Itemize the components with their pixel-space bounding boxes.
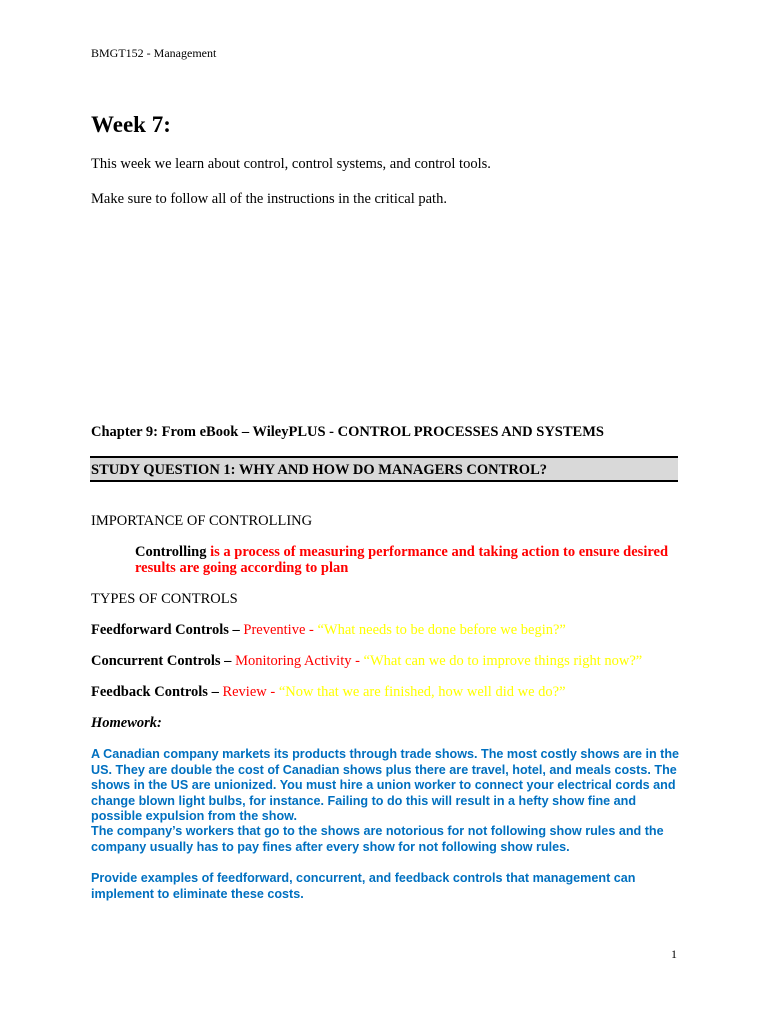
control-type: Monitoring Activity - [235,653,364,669]
control-feedforward [91,622,566,639]
homework-paragraph-3: Provide examples of feedforward, concurrent, and feedback controls that management can implement to eliminate these costs. [91,871,636,901]
intro-line-1: This week we learn about control, control systems, and control tools. [91,156,491,172]
study-question-band [90,456,678,482]
control-question: “What can we do to improve things right now?” [363,653,643,669]
control-question: “Now that we are finished, how well did we do?” [278,684,566,700]
control-name: Concurrent Controls – [91,653,236,669]
intro-line-2: Make sure to follow all of the instructions in the critical path. [91,191,447,207]
definition-text: is a process of measuring performance and taking action to ensure desired results are going according to plan [135,544,669,576]
controlling-definition [135,544,675,576]
study-question-title: STUDY QUESTION 1: WHY AND HOW DO MANAGERS CONTROL? [91,462,547,478]
importance-heading: IMPORTANCE OF CONTROLLING [91,513,313,529]
homework-label: Homework: [91,715,162,731]
week-title: Week 7: [91,112,171,137]
homework-paragraph-1: A Canadian company markets its products through trade shows. The most costly shows are in the US. They are double the cost of Canadian shows plus there are travel, hotel, and meals costs. The shows in the US are unionized. You must hire a union worker to connect your electrical cords and change blown light bulbs, for instance. Failing to do this will result in a hefty show fine and possible expulsion from the show. [91,747,680,823]
types-heading: TYPES OF CONTROLS [91,591,238,607]
page-number: 1 [671,947,677,961]
homework-paragraph-2: The company’s workers that go to the shows are notorious for not following show rules and the company usually has to pay fines after every show for not following show rules. [91,824,664,854]
control-type: Review - [222,684,279,700]
definition-term: Controlling [135,544,207,560]
chapter-heading: Chapter 9: From eBook – WileyPLUS - CONTROL PROCESSES AND SYSTEMS [91,424,604,440]
control-type: Preventive - [243,622,318,638]
control-question: “What needs to be done before we begin?” [317,622,566,638]
control-feedback [91,684,566,701]
document-header: BMGT152 - Management [91,46,217,60]
control-name: Feedforward Controls – [91,622,244,638]
control-concurrent [91,653,642,670]
control-name: Feedback Controls – [91,684,223,700]
